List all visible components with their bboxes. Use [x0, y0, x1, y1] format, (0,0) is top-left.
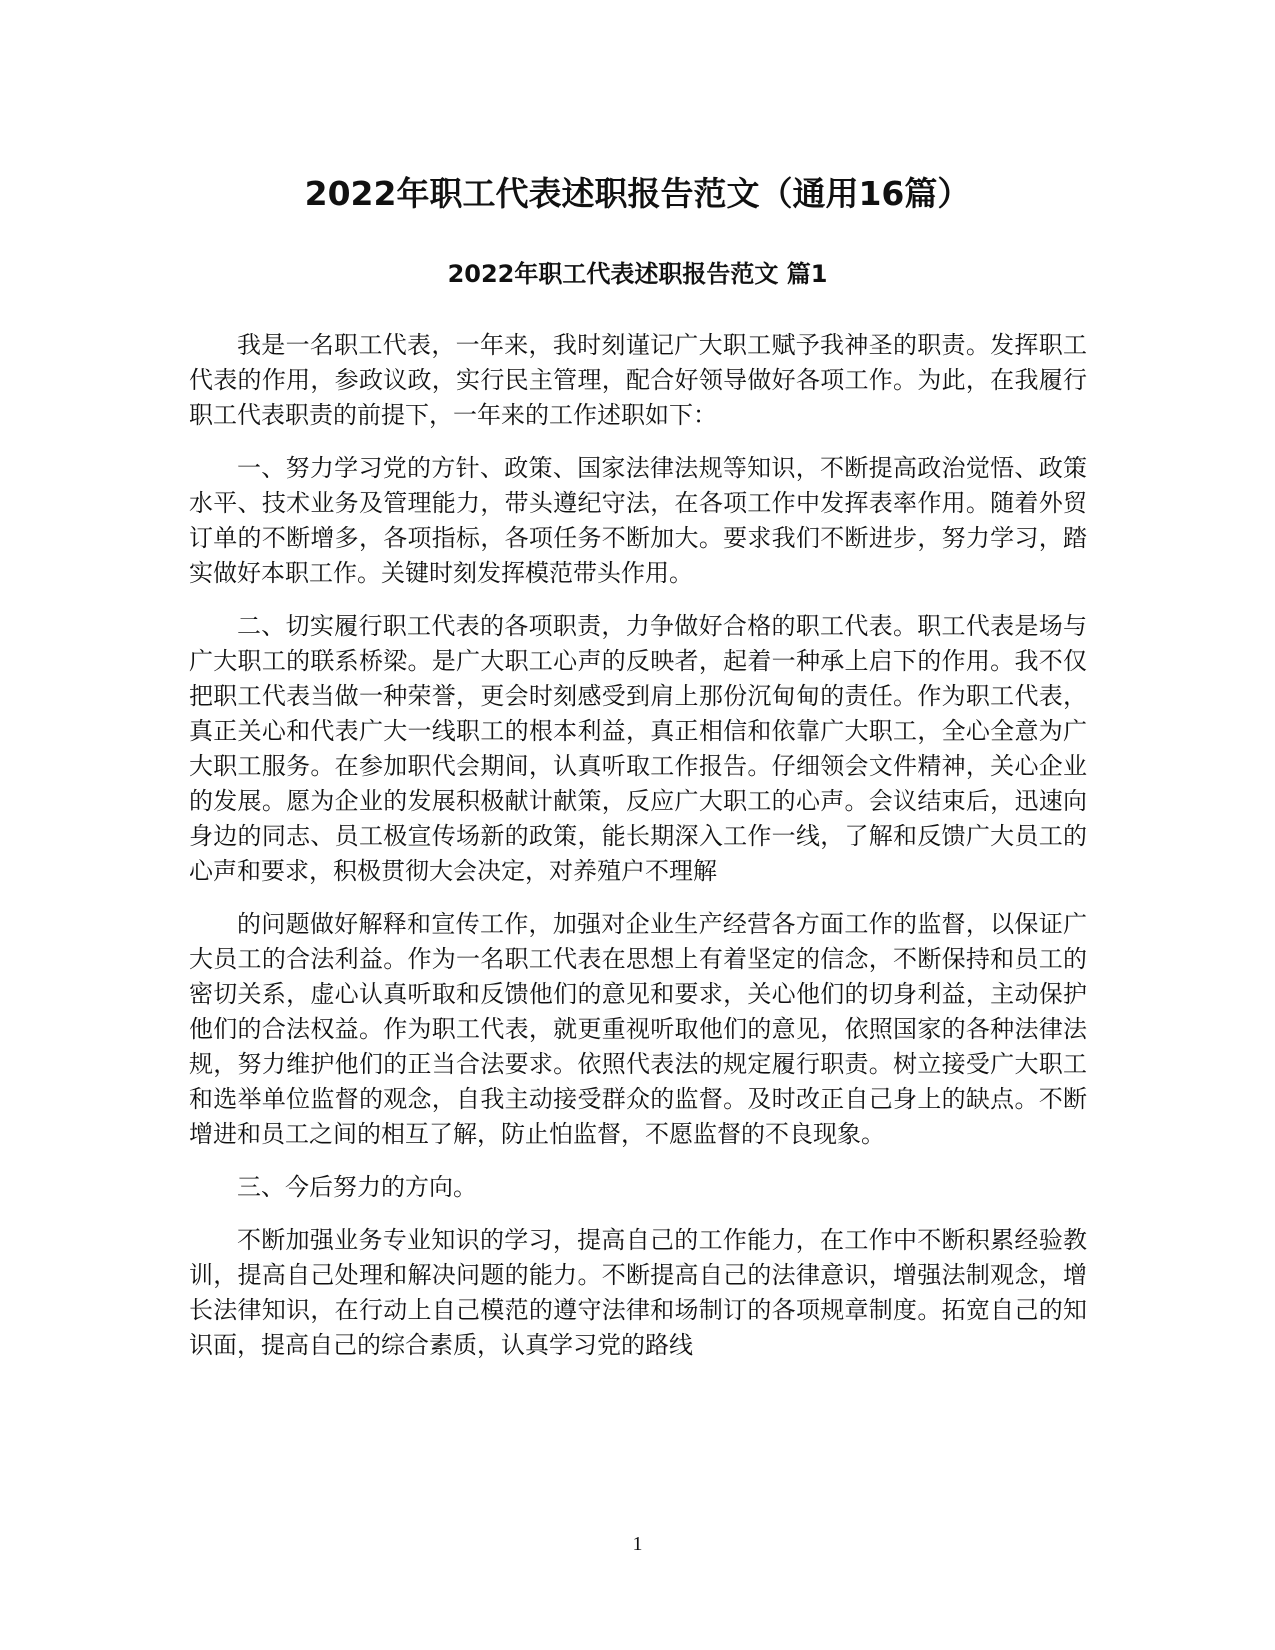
- section-heading: 2022年职工代表述职报告范文 篇1: [447, 260, 828, 288]
- paragraph-intro: 我是一名职工代表，一年来，我时刻谨记广大职工赋予我神圣的职责。发挥职工代表的作用，参政议政，实行民主管理，配合好领导做好各项工作。为此，在我履行职工代表职责的前提下，一年来的工作述职如下：: [189, 331, 1087, 429]
- paragraph-point-two: 二、切实履行职工代表的各项职责，力争做好合格的职工代表。职工代表是场与广大职工的联系桥梁。是广大职工心声的反映者，起着一种承上启下的作用。我不仅把职工代表当做一种荣誉，更会时刻感受到肩上那份沉甸甸的责任。作为职工代表，真正关心和代表广大一线职工的根本利益，真正相信和依靠广大职工，全心全意为广大职工服务。在参加职代会期间，认真听取工作报告。仔细领会文件精神，关心企业的发展。愿为企业的发展积极献计献策，反应广大职工的心声。会议结束后，迅速向身边的同志、员工极宣传场新的政策，能长期深入工作一线，了解和反馈广大员工的心声和要求，积极贯彻大会决定，对养殖户不理解: [189, 612, 1087, 885]
- paragraph-point-one: 一、努力学习党的方针、政策、国家法律法规等知识，不断提高政治觉悟、政策水平、技术业务及管理能力，带头遵纪守法，在各项工作中发挥表率作用。随着外贸订单的不断增多，各项指标，各项任务不断加大。要求我们不断进步，努力学习，踏实做好本职工作。关键时刻发挥模范带头作用。: [189, 454, 1087, 587]
- paragraph-point-three-heading: 三、今后努力的方向。: [237, 1173, 477, 1201]
- document-title: 2022年职工代表述职报告范文（通用16篇）: [304, 174, 971, 213]
- paragraph-point-three: 不断加强业务专业知识的学习，提高自己的工作能力，在工作中不断积累经验教训，提高自己处理和解决问题的能力。不断提高自己的法律意识，增强法制观念，增长法律知识，在行动上自己模范的遵守法律和场制订的各项规章制度。拓宽自己的知识面，提高自己的综合素质，认真学习党的路线: [189, 1226, 1087, 1359]
- paragraph-point-two-continued: 的问题做好解释和宣传工作，加强对企业生产经营各方面工作的监督，以保证广大员工的合法利益。作为一名职工代表在思想上有着坚定的信念，不断保持和员工的密切关系，虚心认真听取和反馈他们的意见和要求，关心他们的切身利益，主动保护他们的合法权益。作为职工代表，就更重视听取他们的意见，依照国家的各种法律法规，努力维护他们的正当合法要求。依照代表法的规定履行职责。树立接受广大职工和选举单位监督的观念，自我主动接受群众的监督。及时改正自己身上的缺点。不断增进和员工之间的相互了解，防止怕监督，不愿监督的不良现象。: [189, 910, 1087, 1148]
- document-body: [189, 328, 1087, 1381]
- page-number: 1: [632, 1533, 643, 1555]
